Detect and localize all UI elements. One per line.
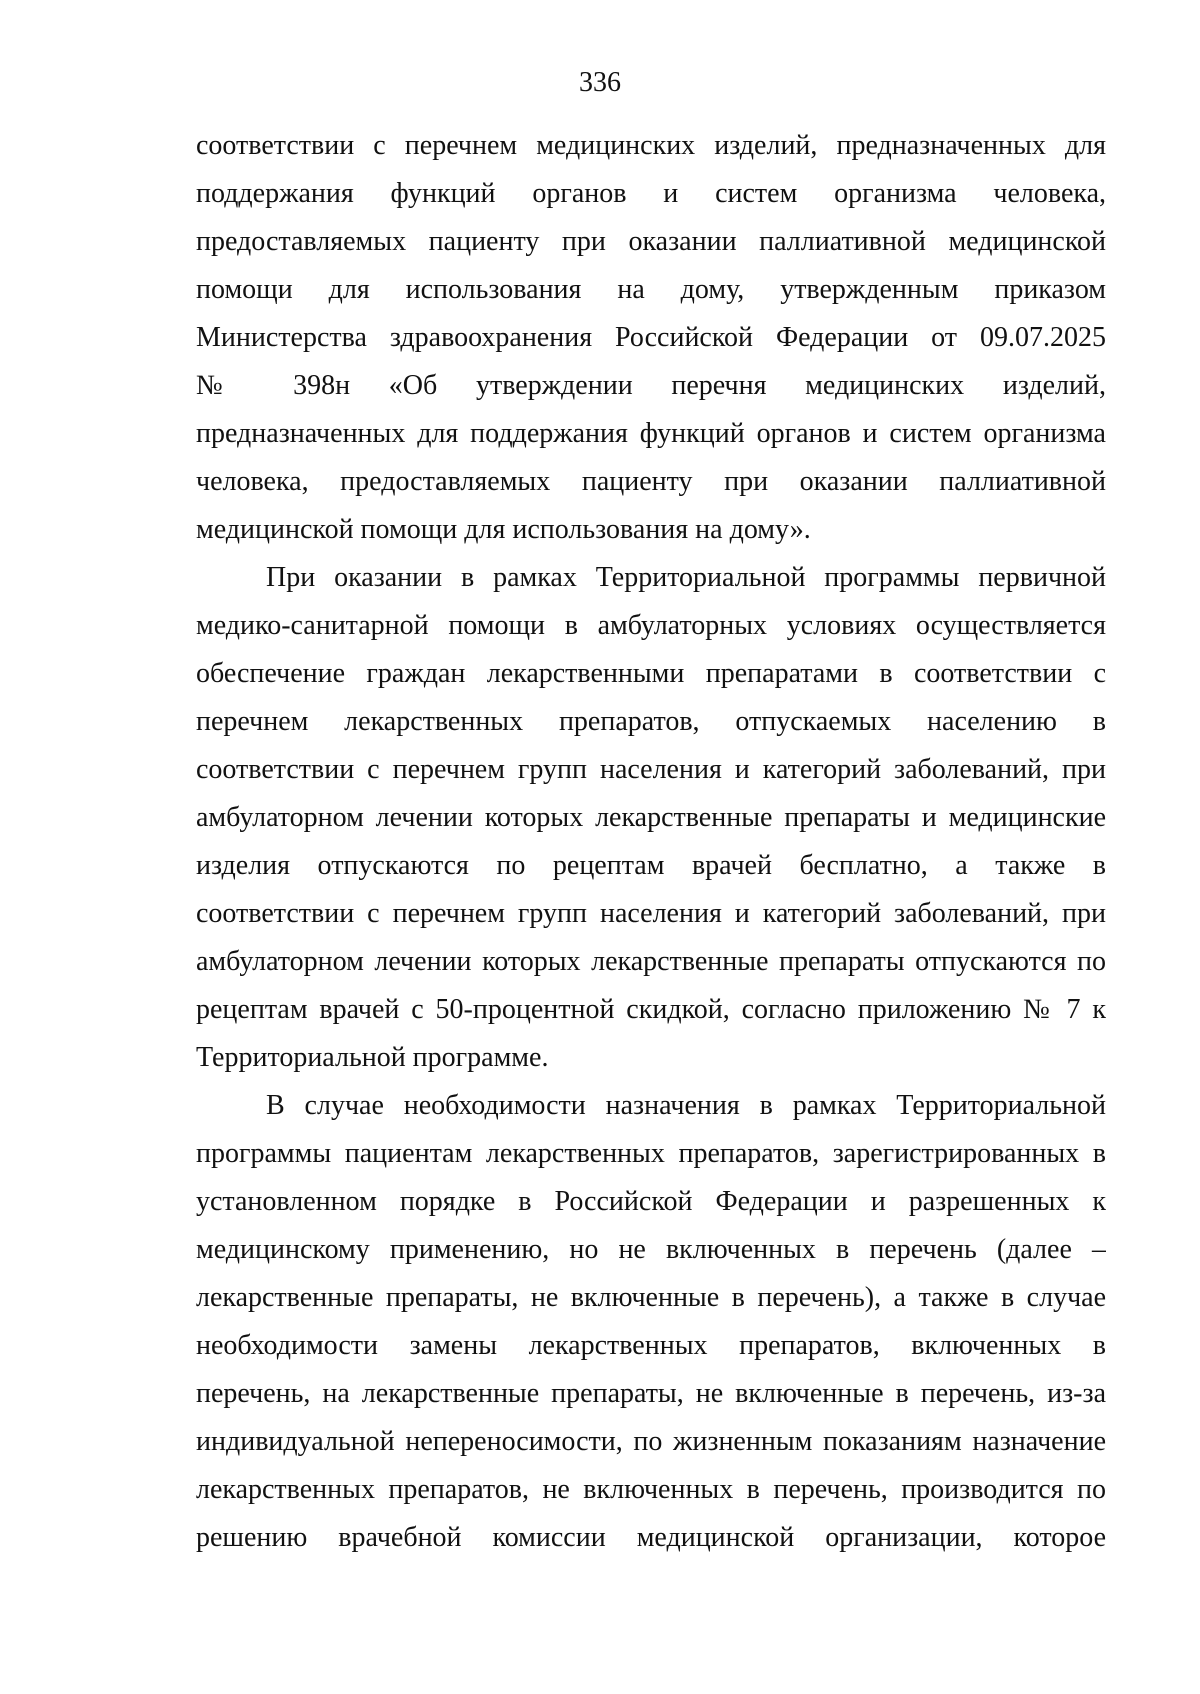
paragraph <box>196 1082 1106 1562</box>
text-line: предназначенных для поддержания функций органов и систем организма <box>196 418 1106 449</box>
paragraph <box>196 554 1106 1082</box>
text-line: человека, предоставляемых пациенту при оказании паллиативной <box>196 466 1106 497</box>
page-number: 336 <box>579 67 621 98</box>
text-line: лекарственные препараты, не включенные в перечень), а также в случае <box>196 1282 1106 1313</box>
document-body <box>196 122 1106 1562</box>
text-line: обеспечение граждан лекарственными препаратами в соответствии с <box>196 658 1106 689</box>
text-line: перечнем лекарственных препаратов, отпускаемых населению в <box>196 706 1106 737</box>
text-line: соответствии с перечнем групп населения и категорий заболеваний, при <box>196 898 1106 929</box>
text-line: необходимости замены лекарственных препаратов, включенных в <box>196 1330 1106 1361</box>
text-line: соответствии с перечнем групп населения и категорий заболеваний, при <box>196 754 1106 785</box>
text-line: В случае необходимости назначения в рамках Территориальной <box>266 1090 1106 1121</box>
text-line: Министерства здравоохранения Российской Федерации от 09.07.2025 <box>196 322 1106 353</box>
text-line: индивидуальной непереносимости, по жизненным показаниям назначение <box>196 1426 1106 1457</box>
text-line: амбулаторном лечении которых лекарственные препараты отпускаются по <box>196 946 1106 977</box>
text-line: лекарственных препаратов, не включенных в перечень, производится по <box>196 1474 1106 1505</box>
text-line: помощи для использования на дому, утвержденным приказом <box>196 274 1106 305</box>
text-line: медицинскому применению, но не включенных в перечень (далее – <box>196 1234 1106 1265</box>
text-line: амбулаторном лечении которых лекарственные препараты и медицинские <box>196 802 1106 833</box>
text-line: Территориальной программе. <box>196 1042 549 1073</box>
text-line: предоставляемых пациенту при оказании паллиативной медицинской <box>196 226 1106 257</box>
text-line: При оказании в рамках Территориальной программы первичной <box>266 562 1106 593</box>
text-line: № 398н «Об утверждении перечня медицинских изделий, <box>196 370 1106 401</box>
text-line: установленном порядке в Российской Федерации и разрешенных к <box>196 1186 1106 1217</box>
text-line: рецептам врачей с 50-процентной скидкой, согласно приложению № 7 к <box>196 994 1106 1025</box>
text-line: поддержания функций органов и систем организма человека, <box>196 178 1106 209</box>
text-line: перечень, на лекарственные препараты, не включенные в перечень, из-за <box>196 1378 1106 1409</box>
text-line: медицинской помощи для использования на дому». <box>196 514 811 545</box>
text-line: соответствии с перечнем медицинских изделий, предназначенных для <box>196 130 1106 161</box>
text-line: медико-санитарной помощи в амбулаторных условиях осуществляется <box>196 610 1106 641</box>
text-line: решению врачебной комиссии медицинской организации, которое <box>196 1522 1106 1553</box>
text-line: изделия отпускаются по рецептам врачей бесплатно, а также в <box>196 850 1106 881</box>
text-line: программы пациентам лекарственных препаратов, зарегистрированных в <box>196 1138 1106 1169</box>
paragraph <box>196 122 1106 554</box>
